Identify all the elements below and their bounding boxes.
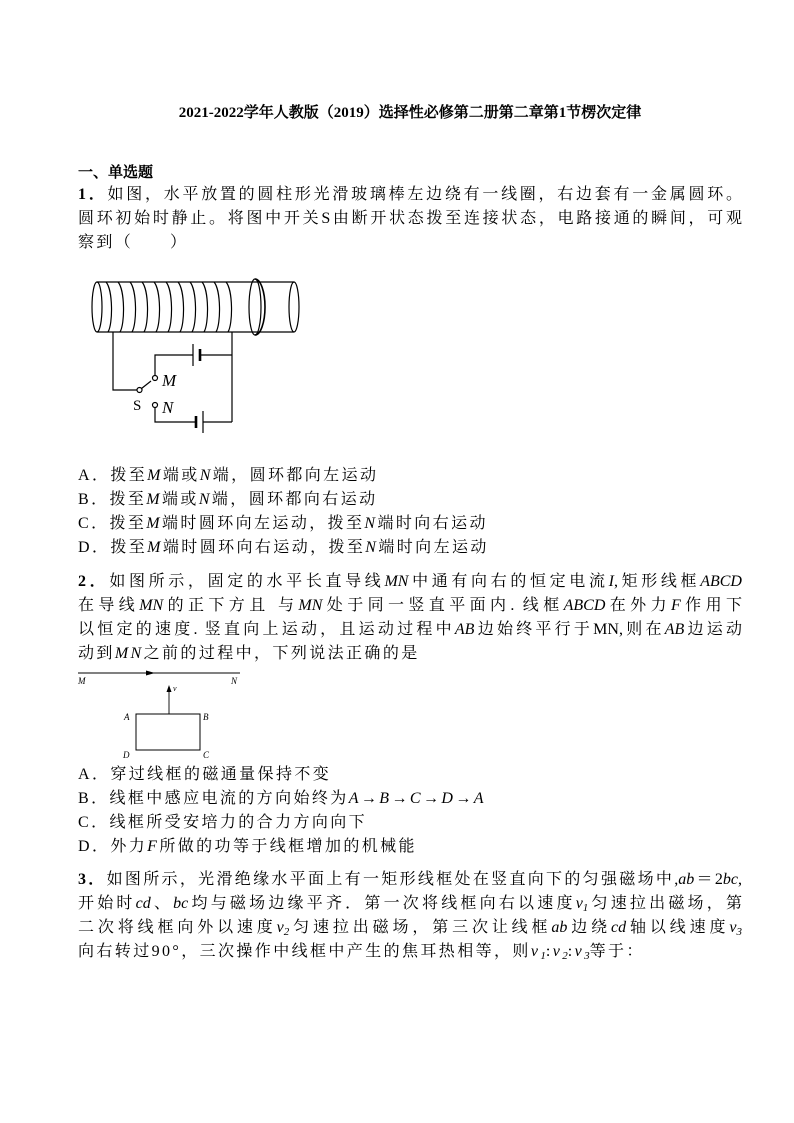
math-symbol: v xyxy=(575,895,583,912)
math-symbol: B xyxy=(379,790,392,807)
question-3-stem xyxy=(78,868,742,964)
math-symbol: N xyxy=(365,539,379,556)
ratio-colon: : xyxy=(545,943,553,960)
question-1-line xyxy=(78,207,742,231)
option-d xyxy=(78,835,742,859)
question-number: 1． xyxy=(78,186,108,203)
label-contact-n: N xyxy=(162,398,174,417)
subscript: 3 xyxy=(584,950,590,962)
math-symbol: M xyxy=(147,539,163,556)
option-b xyxy=(78,787,742,811)
option-c xyxy=(78,811,742,835)
math-symbol: ABCD xyxy=(700,573,742,590)
option-text: 端，圆环都向左运动 xyxy=(212,467,379,484)
math-symbol: MN xyxy=(114,645,144,662)
option-text: B．拨至 xyxy=(78,491,147,508)
question-text: 察到（ ） xyxy=(78,234,189,251)
subscript: 2 xyxy=(562,950,568,962)
math-symbol: v xyxy=(276,919,284,936)
option-text: 端或 xyxy=(162,467,200,484)
question-1-line xyxy=(78,183,742,207)
question-text: 中通有向右的恒定电流 xyxy=(408,573,609,590)
math-symbol: M xyxy=(146,515,163,532)
label-velocity: v xyxy=(173,684,177,693)
question-text: 以恒定的速度. 竖直向上运动，且运动过程中 xyxy=(78,621,455,638)
arrow-symbol: → xyxy=(422,790,442,807)
question-3-line xyxy=(78,940,742,964)
arrow-symbol: → xyxy=(391,790,410,807)
question-2-line xyxy=(78,618,742,642)
glass-rod-right-end xyxy=(289,282,299,332)
question-text: 的正下方且 与 xyxy=(163,597,299,614)
math-symbol: ab xyxy=(678,871,695,888)
velocity-arrow-head xyxy=(167,685,172,692)
question-text: 轴以线速度 xyxy=(626,919,730,936)
arrow-symbol: → xyxy=(360,790,380,807)
question-number: 2． xyxy=(78,573,110,590)
subscript: 3 xyxy=(736,926,742,938)
math-symbol: M xyxy=(147,467,163,484)
wire-coil-left-lead xyxy=(113,332,137,390)
figure-1-coil-circuit xyxy=(80,270,320,442)
contact-m xyxy=(153,376,158,381)
math-symbol: MN xyxy=(139,597,164,614)
math-symbol: bc xyxy=(173,895,189,912)
frame-abcd xyxy=(136,714,200,750)
question-text: 如图所示，光滑绝缘水平面上有一矩形线框处在竖直向下的匀强磁场中, xyxy=(106,871,679,888)
math-symbol: MN xyxy=(384,573,409,590)
math-symbol: bc xyxy=(722,871,738,888)
glass-rod-left-end xyxy=(92,282,102,332)
math-symbol: AB xyxy=(664,621,685,638)
option-a xyxy=(78,464,742,488)
subscript: 2 xyxy=(283,926,290,938)
option-a xyxy=(78,763,742,787)
math-symbol: F xyxy=(670,597,681,614)
contact-n xyxy=(153,403,158,408)
ratio-colon: : xyxy=(567,943,575,960)
option-c xyxy=(78,512,742,536)
question-text: 向右转过90°，三次操作中线框中产生的焦耳热相等，则 xyxy=(78,943,531,960)
option-text: B．线框中感应电流的方向始终为 xyxy=(78,790,349,807)
section-heading: 一、单选题 xyxy=(78,165,154,181)
option-text: 端时圆环向左运动，拨至 xyxy=(162,515,365,532)
math-symbol: ab xyxy=(551,919,568,936)
question-text: 匀速拉出磁场，第三次让线框 xyxy=(289,919,552,936)
question-text: 之前的过程中，下列说法正确的是 xyxy=(143,645,420,662)
question-text: 边运动 xyxy=(684,621,742,638)
math-symbol: D xyxy=(441,790,456,807)
question-text: 等于： xyxy=(589,943,645,960)
question-1-options xyxy=(78,464,742,560)
option-d xyxy=(78,536,742,560)
option-text: D．外力 xyxy=(78,838,148,855)
label-switch-s: S xyxy=(133,398,142,414)
option-text: 端时圆环向右运动，拨至 xyxy=(162,539,366,556)
math-symbol: N xyxy=(364,515,378,532)
question-text: ＝2 xyxy=(694,871,723,888)
question-text: 圆环初始时静止。将图中开关S由断开状态拨至连接状态，电路接通的瞬间，可观 xyxy=(78,210,742,227)
question-text: 开始时 xyxy=(78,895,136,912)
question-text: 边始终平行于MN,则在 xyxy=(474,621,665,638)
math-symbol: A xyxy=(348,790,361,807)
question-text: 匀速拉出磁场，第 xyxy=(588,895,742,912)
subscript: 1 xyxy=(582,902,589,914)
question-text: 处于同一竖直平面内. 线框 xyxy=(322,597,564,614)
math-symbol: v xyxy=(729,919,737,936)
subscript: 1 xyxy=(540,950,546,962)
question-1-stem xyxy=(78,183,742,255)
question-text: 作用下 xyxy=(680,597,742,614)
option-b xyxy=(78,488,742,512)
metal-ring-inner-edge xyxy=(249,279,261,335)
math-symbol: AB xyxy=(454,621,475,638)
question-3-line xyxy=(78,916,742,940)
option-text: 端，圆环都向右运动 xyxy=(211,491,378,508)
question-text: ,矩形线框 xyxy=(613,573,701,590)
option-text: D．拨至 xyxy=(78,539,148,556)
math-symbol: A xyxy=(473,790,486,807)
question-3-line xyxy=(78,868,742,892)
question-text: 边绕 xyxy=(567,919,612,936)
label-corner-d: D xyxy=(123,750,130,760)
question-2-line xyxy=(78,594,742,618)
math-symbol: v xyxy=(530,943,541,960)
question-text: , xyxy=(737,871,742,888)
current-arrow xyxy=(146,671,155,676)
option-text: C．线框所受安培力的合力方向向下 xyxy=(78,814,368,831)
math-symbol: ABCD xyxy=(563,597,606,614)
label-wire-m: M xyxy=(78,676,86,686)
math-symbol: C xyxy=(409,790,423,807)
question-1-line xyxy=(78,231,742,255)
switch-blade xyxy=(142,381,152,389)
question-number: 3． xyxy=(78,871,107,888)
math-symbol: v xyxy=(552,943,563,960)
metal-ring xyxy=(249,279,265,335)
option-text: 端时向右运动 xyxy=(377,515,488,532)
metal-ring-outer-edge xyxy=(255,279,265,335)
question-3-line xyxy=(78,892,742,916)
option-text: A．穿过线框的磁通量保持不变 xyxy=(78,766,332,783)
question-text: 、 xyxy=(150,895,174,912)
option-text: 端或 xyxy=(162,491,199,508)
option-text: 所做的功等于线框增加的机械能 xyxy=(159,838,417,855)
math-symbol: F xyxy=(147,838,160,855)
math-symbol: MN xyxy=(298,597,323,614)
arrow-symbol: → xyxy=(455,790,474,807)
question-text: 在外力 xyxy=(605,597,671,614)
question-2-options xyxy=(78,763,742,859)
math-symbol: I xyxy=(608,573,614,590)
label-contact-m: M xyxy=(162,371,177,390)
switch-pivot xyxy=(137,388,142,393)
math-symbol: M xyxy=(146,491,163,508)
math-symbol: N xyxy=(198,491,212,508)
math-symbol: N xyxy=(199,467,213,484)
math-symbol: v xyxy=(574,943,585,960)
coil xyxy=(106,282,232,332)
math-symbol: cd xyxy=(135,895,151,912)
label-corner-c: C xyxy=(203,750,210,760)
math-symbol: cd xyxy=(611,919,627,936)
question-text: 均与磁场边缘平齐．第一次将线框向右以速度 xyxy=(188,895,576,912)
label-corner-b: B xyxy=(203,712,209,722)
label-wire-n: N xyxy=(231,676,238,686)
option-text: 端时向左运动 xyxy=(378,539,489,556)
option-text: A．拨至 xyxy=(78,467,148,484)
question-text: 二次将线框向外以速度 xyxy=(78,919,277,936)
figure-2-wire-frame xyxy=(70,662,250,764)
question-text: 如图所示，固定的水平长直导线 xyxy=(109,573,385,590)
question-2-line xyxy=(78,570,742,594)
question-text: 动到 xyxy=(78,645,115,662)
option-text: C．拨至 xyxy=(78,515,147,532)
question-text: 如图，水平放置的圆柱形光滑玻璃棒左边绕有一线圈，右边套有一金属圆环。 xyxy=(107,186,742,203)
question-text: 在导线 xyxy=(78,597,140,614)
document-title: 2021-2022学年人教版（2019）选择性必修第二册第二章第1节楞次定律 xyxy=(178,105,642,121)
label-corner-a: A xyxy=(124,712,130,722)
question-2-stem xyxy=(78,570,742,666)
